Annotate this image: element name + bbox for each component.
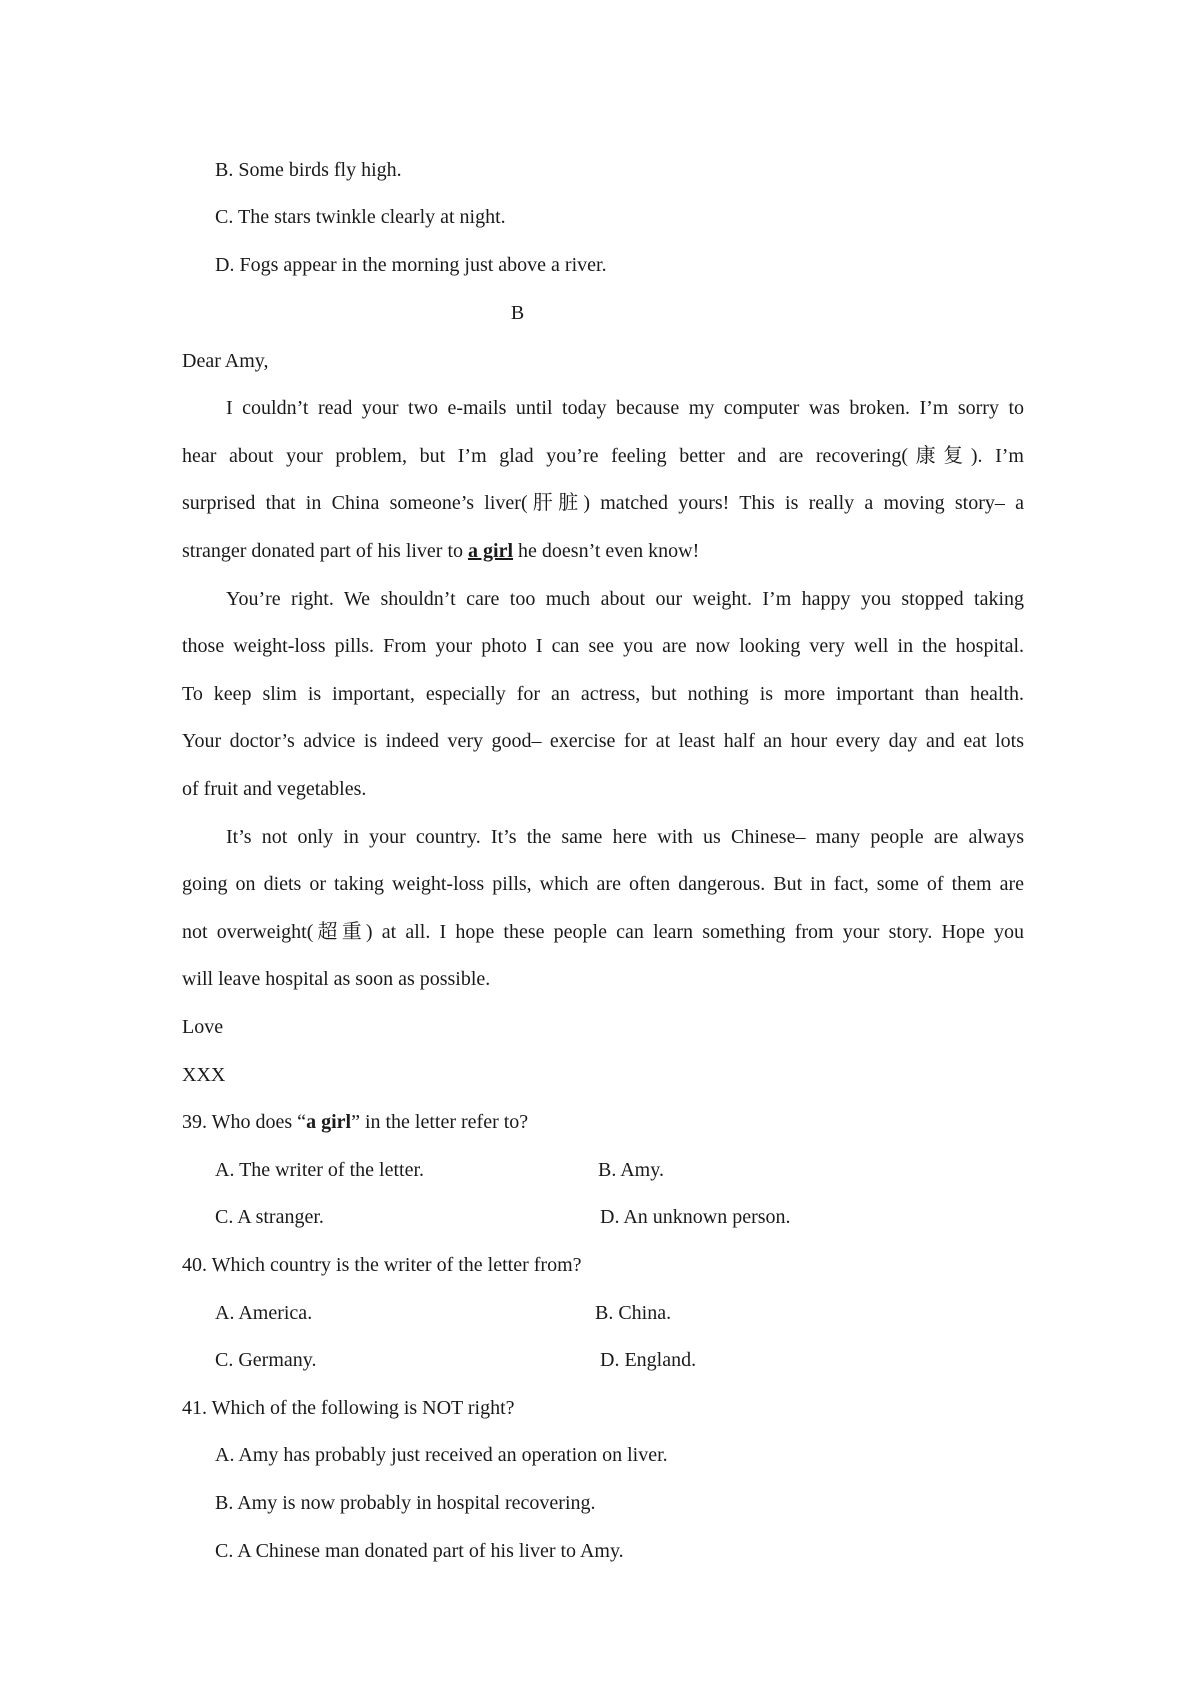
question-41-number: 41. [182,1397,207,1419]
question-41-stem [182,1396,515,1420]
question-40-stem [182,1253,582,1277]
question-41-text: Which of the following is NOT right? [207,1397,515,1419]
letter-p1-line4-after: he doesn’t even know! [513,540,700,562]
a-girl-emphasis: a girl [468,540,514,562]
question-39-number: 39. [182,1111,207,1133]
question-41-option-a: A. Amy has probably just received an operation on liver. [215,1444,668,1466]
letter-p1-line4 [182,539,699,563]
letter-p3-line3: not overweight(超重) at all. I hope these people can learn something from your story. Hope you [182,921,1024,943]
question-39-stem [182,1110,528,1134]
letter-p2-line1: You’re right. We shouldn’t care too much about our weight. I’m happy you stopped taking [226,588,1024,610]
question-39-option-d: D. An unknown person. [600,1206,791,1228]
question-41-option-b: B. Amy is now probably in hospital recovering. [215,1492,596,1514]
letter-p1-line2: hear about your problem, but I’m glad you’re feeling better and are recovering(康复). I’m [182,445,1024,467]
section-heading: B [510,302,525,324]
question-39-stem-after: ” in the letter refer to? [351,1111,529,1133]
question-40-number: 40. [182,1254,207,1276]
question-40-option-b: B. China. [595,1302,672,1324]
letter-p2-line2: those weight-loss pills. From your photo I can see you are now looking very well in the hospital. [182,635,1024,657]
letter-p1-line1: I couldn’t read your two e-mails until today because my computer was broken. I’m sorry to [226,397,1024,419]
question-39-stem-before: Who does “ [207,1111,307,1133]
prev-option-c: C. The stars twinkle clearly at night. [215,206,506,228]
question-39-option-b: B. Amy. [598,1159,664,1181]
prev-option-b: B. Some birds fly high. [215,159,402,181]
letter-p1-line3: surprised that in China someone’s liver(肝脏) matched yours! This is really a moving story– a [182,492,1024,514]
letter-p2-line4: Your doctor’s advice is indeed very good– exercise for at least half an hour every day and eat lots [182,730,1024,752]
letter-p3-line1: It’s not only in your country. It’s the same here with us Chinese– many people are always [226,826,1024,848]
question-39-emphasis: a girl [306,1111,352,1133]
question-39-option-c: C. A stranger. [215,1206,324,1228]
letter-closing: Love [182,1016,224,1038]
question-40-option-c: C. Germany. [215,1349,317,1371]
question-40-option-d: D. England. [600,1349,697,1371]
letter-p3-line2: going on diets or taking weight-loss pills, which are often dangerous. But in fact, some of them are [182,873,1024,895]
question-40-text: Which country is the writer of the letter from? [207,1254,582,1276]
question-41-option-c: C. A Chinese man donated part of his liver to Amy. [215,1540,624,1562]
prev-option-d: D. Fogs appear in the morning just above a river. [215,254,607,276]
letter-signature: XXX [182,1064,226,1086]
letter-p2-line5: of fruit and vegetables. [182,778,367,800]
question-40-option-a: A. America. [215,1302,313,1324]
letter-p2-line3: To keep slim is important, especially for an actress, but nothing is more important than health. [182,683,1024,705]
letter-p3-line4: will leave hospital as soon as possible. [182,968,491,990]
question-39-option-a: A. The writer of the letter. [215,1159,425,1181]
letter-greeting: Dear Amy, [182,350,269,372]
letter-p1-line4-before: stranger donated part of his liver to [182,540,469,562]
